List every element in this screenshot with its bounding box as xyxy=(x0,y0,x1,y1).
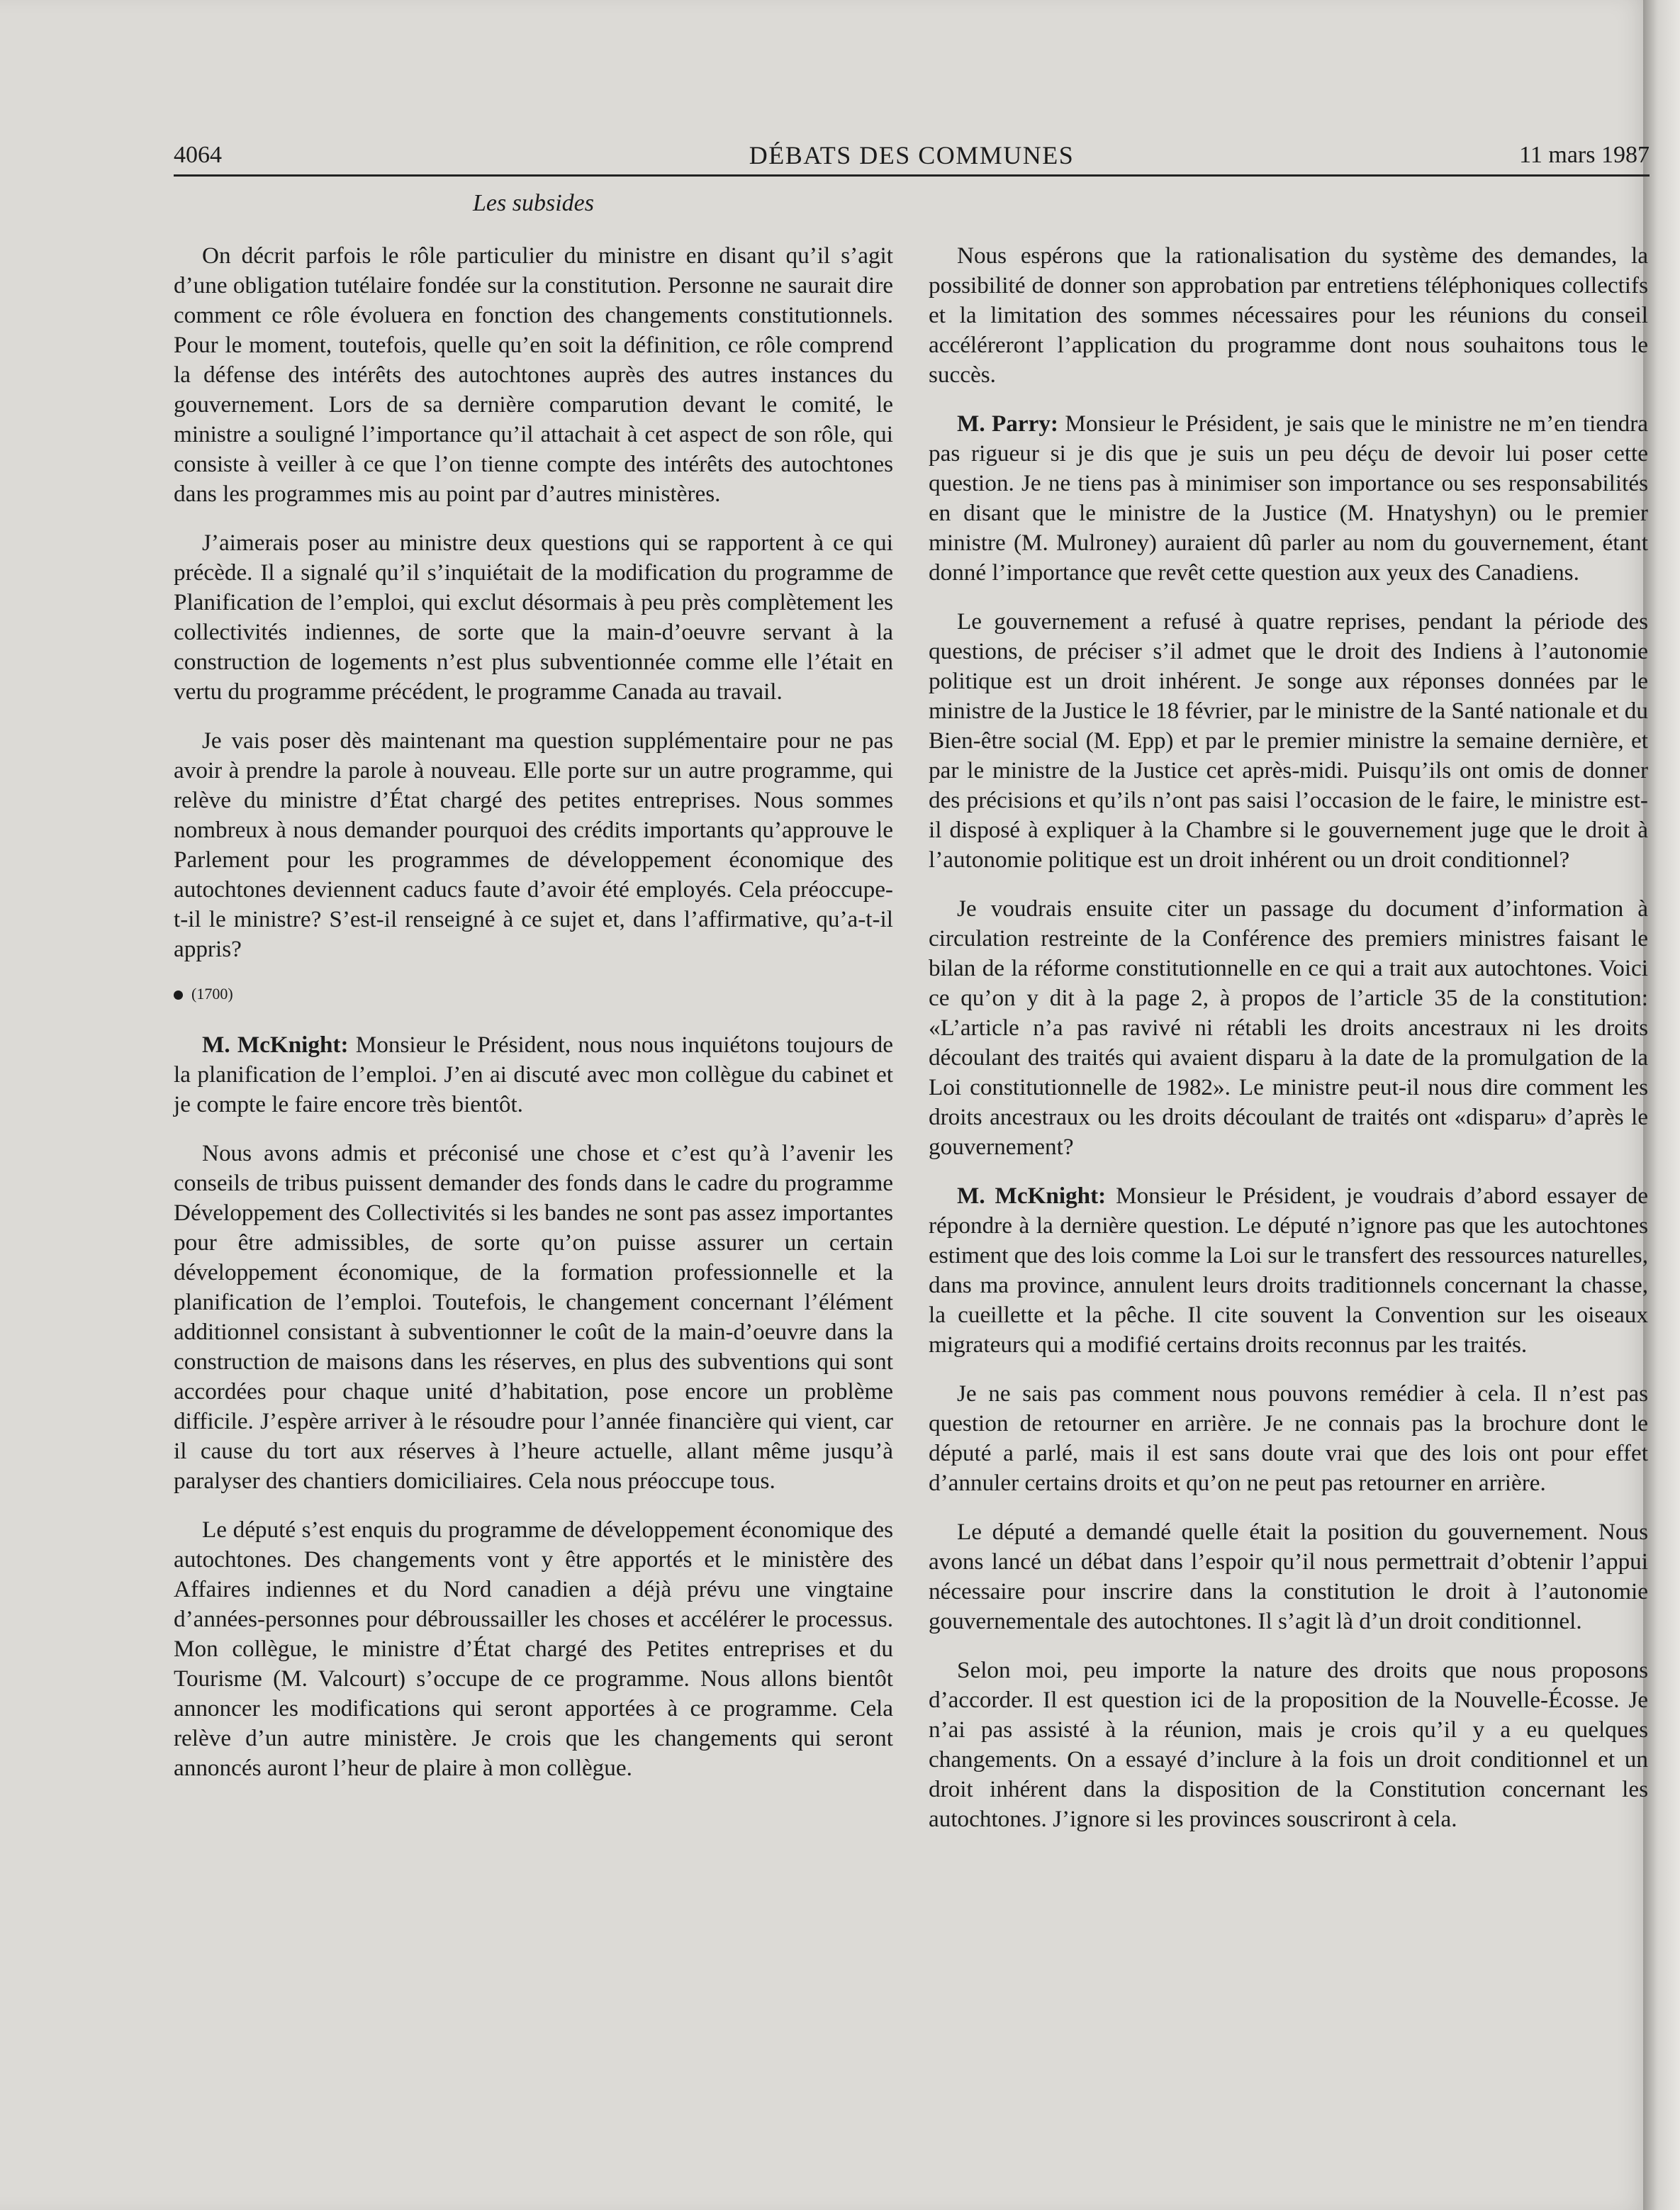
publication-title: DÉBATS DES COMMUNES xyxy=(749,141,1075,169)
page-number: 4064 xyxy=(174,142,222,168)
left-column xyxy=(174,241,893,1802)
running-head: Les subsides xyxy=(473,190,594,216)
speech-paragraph xyxy=(174,1030,893,1120)
paragraph: Nous espérons que la rationalisation du système des demandes, la possibilité de donner son approbation par entretiens téléphoniques collectifs et la limitation des sommes nécessaires pour les réunions du conseil accéléreront l’application du programme dont nous souhaitons tous le succès. xyxy=(929,242,1648,388)
speech-paragraph xyxy=(929,409,1648,588)
paragraph: Je vais poser dès maintenant ma question supplémentaire pour ne pas avoir à prendre la parole à nouveau. Elle porte sur un autre programme, qui relève du ministre d’État chargé des petites entreprises. Nous sommes nombreux à nous demander pourquoi des crédits importants qu’approuve le Parlement pour les programmes de développement économique des autochtones deviennent caducs faute d’avoir été employés. Cela préoccupe-t-il le ministre? S’est-il renseigné à ce sujet et, dans l’affirmative, qu’a-t-il appris? xyxy=(174,727,893,962)
paragraph: Je ne sais pas comment nous pouvons remédier à cela. Il n’est pas question de retourner en arrière. Je ne connais pas la brochure dont le député a parlé, mais il est sans doute vrai que des lois ont pour effet d’annuler certains droits et qu’on ne peut pas retourner en arrière. xyxy=(929,1380,1648,1496)
paragraph: Je voudrais ensuite citer un passage du document d’information à circulation restreinte de la Conférence des premiers ministres faisant le bilan de la réforme constitutionnelle en ce qui a trait aux autochtones. Voici ce qu’on y dit à la page 2, à propos de l’article 35 de la constitution: «L’article n’a pas ravivé ni rétabli les droits ancestraux ni les droits découlant des traités qui avaient disparu à la date de la promulgation de la Loi constitutionnelle de 1982». Le ministre peut-il nous dire comment les droits ancestraux ou les droits découlant de traités ont «disparu» d’après le gouvernement? xyxy=(929,895,1648,1160)
paragraph: Le député s’est enquis du programme de développement économique des autochtones. Des changements vont y être apportés et le ministère des Affaires indiennes et du Nord canadien a déjà prévu une vingtaine d’années-personnes pour débroussailler les choses et accélérer le processus. Mon collègue, le ministre d’État chargé des Petites entreprises et du Tourisme (M. Valcourt) s’occupe de ce programme. Nous allons bientôt annoncer les modifications qui seront apportées à ce programme. Cela relève d’un autre ministère. Je crois que les changements qui seront annoncés auront l’heur de plaire à mon collègue. xyxy=(174,1517,893,1781)
time-marker xyxy=(174,983,893,1005)
speaker-name: M. McKnight: xyxy=(202,1032,349,1058)
speaker-name: M. Parry: xyxy=(957,411,1058,437)
paragraph: Le gouvernement a refusé à quatre reprises, pendant la période des questions, de préciser s’il admet que le droit des Indiens à l’autonomie politique est un droit inhérent. Je songe aux réponses données par le ministre de la Justice le 18 février, par le ministre de la Santé nationale et du Bien-être social (M. Epp) et par le premier ministre la semaine dernière, et par le ministre de la Justice cet après-midi. Puisqu’ils ont omis de donner des précisions et qu’ils n’ont pas saisi l’occasion de le faire, le ministre est-il disposé à expliquer à la Chambre si le gouvernement juge que le droit à l’autonomie politique est un droit inhérent ou un droit conditionnel? xyxy=(929,608,1648,873)
page-date: 11 mars 1987 xyxy=(1519,142,1650,168)
speech-text: Monsieur le Président, nous nous inquiétons toujours de la planification de l’emploi. J’en ai discuté avec mon collègue du cabinet et je compte le faire encore très bientôt. xyxy=(174,1032,894,1117)
speech-paragraph xyxy=(929,1181,1648,1360)
paragraph: Le député a demandé quelle était la position du gouvernement. Nous avons lancé un débat dans l’espoir qu’il nous permettrait d’obtenir l’appui nécessaire pour inscrire dans la constitution le droit à l’autonomie gouvernementale des autochtones. Il s’agit là d’un droit conditionnel. xyxy=(929,1519,1648,1634)
paragraph: On décrit parfois le rôle particulier du ministre en disant qu’il s’agit d’une obligation tutélaire fondée sur la constitution. Personne ne saurait dire comment ce rôle évoluera en fonction des changements constitutionnels. Pour le moment, toutefois, quelle qu’en soit la définition, ce rôle comprend la défense des intérêts des autochtones auprès des autres instances du gouvernement. Lors de sa dernière comparution devant le comité, le ministre a souligné l’importance qu’il attachait à cet aspect de son rôle, qui consiste à veiller à ce que l’on tienne compte des intérêts des autochtones dans les programmes mis au point par d’autres ministères. xyxy=(174,242,893,507)
page-header xyxy=(174,139,1650,177)
bullet-icon xyxy=(174,990,183,1000)
speech-text: Monsieur le Président, je sais que le ministre ne m’en tiendra pas rigueur si je dis que je suis un peu déçu de devoir lui poser cette question. Je ne tiens pas à minimiser son importance ou ses responsabilités en disant que le ministre de la Justice (M. Hnatyshyn) ou le premier ministre (M. Mulroney) auraient dû parler au nom du gouvernement, étant donné l’importance que revêt cette question aux yeux des Canadiens. xyxy=(929,411,1649,586)
paragraph: Selon moi, peu importe la nature des droits que nous proposons d’accorder. Il est question ici de la proposition de la Nouvelle-Écosse. Je n’ai pas assisté à la réunion, mais je crois qu’il y a eu quelques changements. On a essayé d’inclure à la fois un droit conditionnel et un droit inhérent dans la disposition de la Constitution concernant les autochtones. J’ignore si les provinces souscriront à cela. xyxy=(929,1657,1648,1832)
right-column xyxy=(929,241,1648,1853)
time-marker-text: (1700) xyxy=(191,985,233,1003)
speech-text: Monsieur le Président, je voudrais d’abord essayer de répondre à la dernière question. Le député n’ignore pas que les autochtones estiment que des lois comme la Loi sur le transfert des ressources naturelles, dans ma province, annulent leurs droits traditionnels concernant la chasse, la cueillette et la pêche. Il cite souvent la Convention sur les oiseaux migrateurs qui a modifié certains droits reconnus par les traités. xyxy=(929,1183,1648,1358)
speaker-name: M. McKnight: xyxy=(957,1183,1107,1209)
page-edge-shadow xyxy=(1643,0,1680,2210)
paragraph: J’aimerais poser au ministre deux questions qui se rapportent à ce qui précède. Il a signalé qu’il s’inquiétait de la modification du programme de Planification de l’emploi, qui exclut désormais à peu près complètement les collectivités indiennes, de sorte que la main-d’oeuvre servant à la construction de logements n’est plus subventionnée comme elle l’était en vertu du programme précédent, le programme Canada au travail. xyxy=(174,530,893,705)
paragraph: Nous avons admis et préconisé une chose et c’est qu’à l’avenir les conseils de tribus puissent demander des fonds dans le cadre du programme Développement des Collectivités si les bandes ne sont pas assez importantes pour être admissibles, de sorte qu’on puisse assurer un certain développement économique, de la formation professionnelle et la planification de l’emploi. Toutefois, le changement concernant l’élément additionnel consistant à subventionner le coût de la main-d’oeuvre dans la construction de maisons dans les réserves, en plus des subventions qui sont accordées pour chaque unité d’habitation, pose encore un problème difficile. J’espère arriver à le résoudre pour l’année financière qui vient, car il cause du tort aux réserves à l’heure actuelle, allant même jusqu’à paralyser des chantiers domiciliaires. Cela nous préoccupe tous. xyxy=(174,1140,893,1494)
